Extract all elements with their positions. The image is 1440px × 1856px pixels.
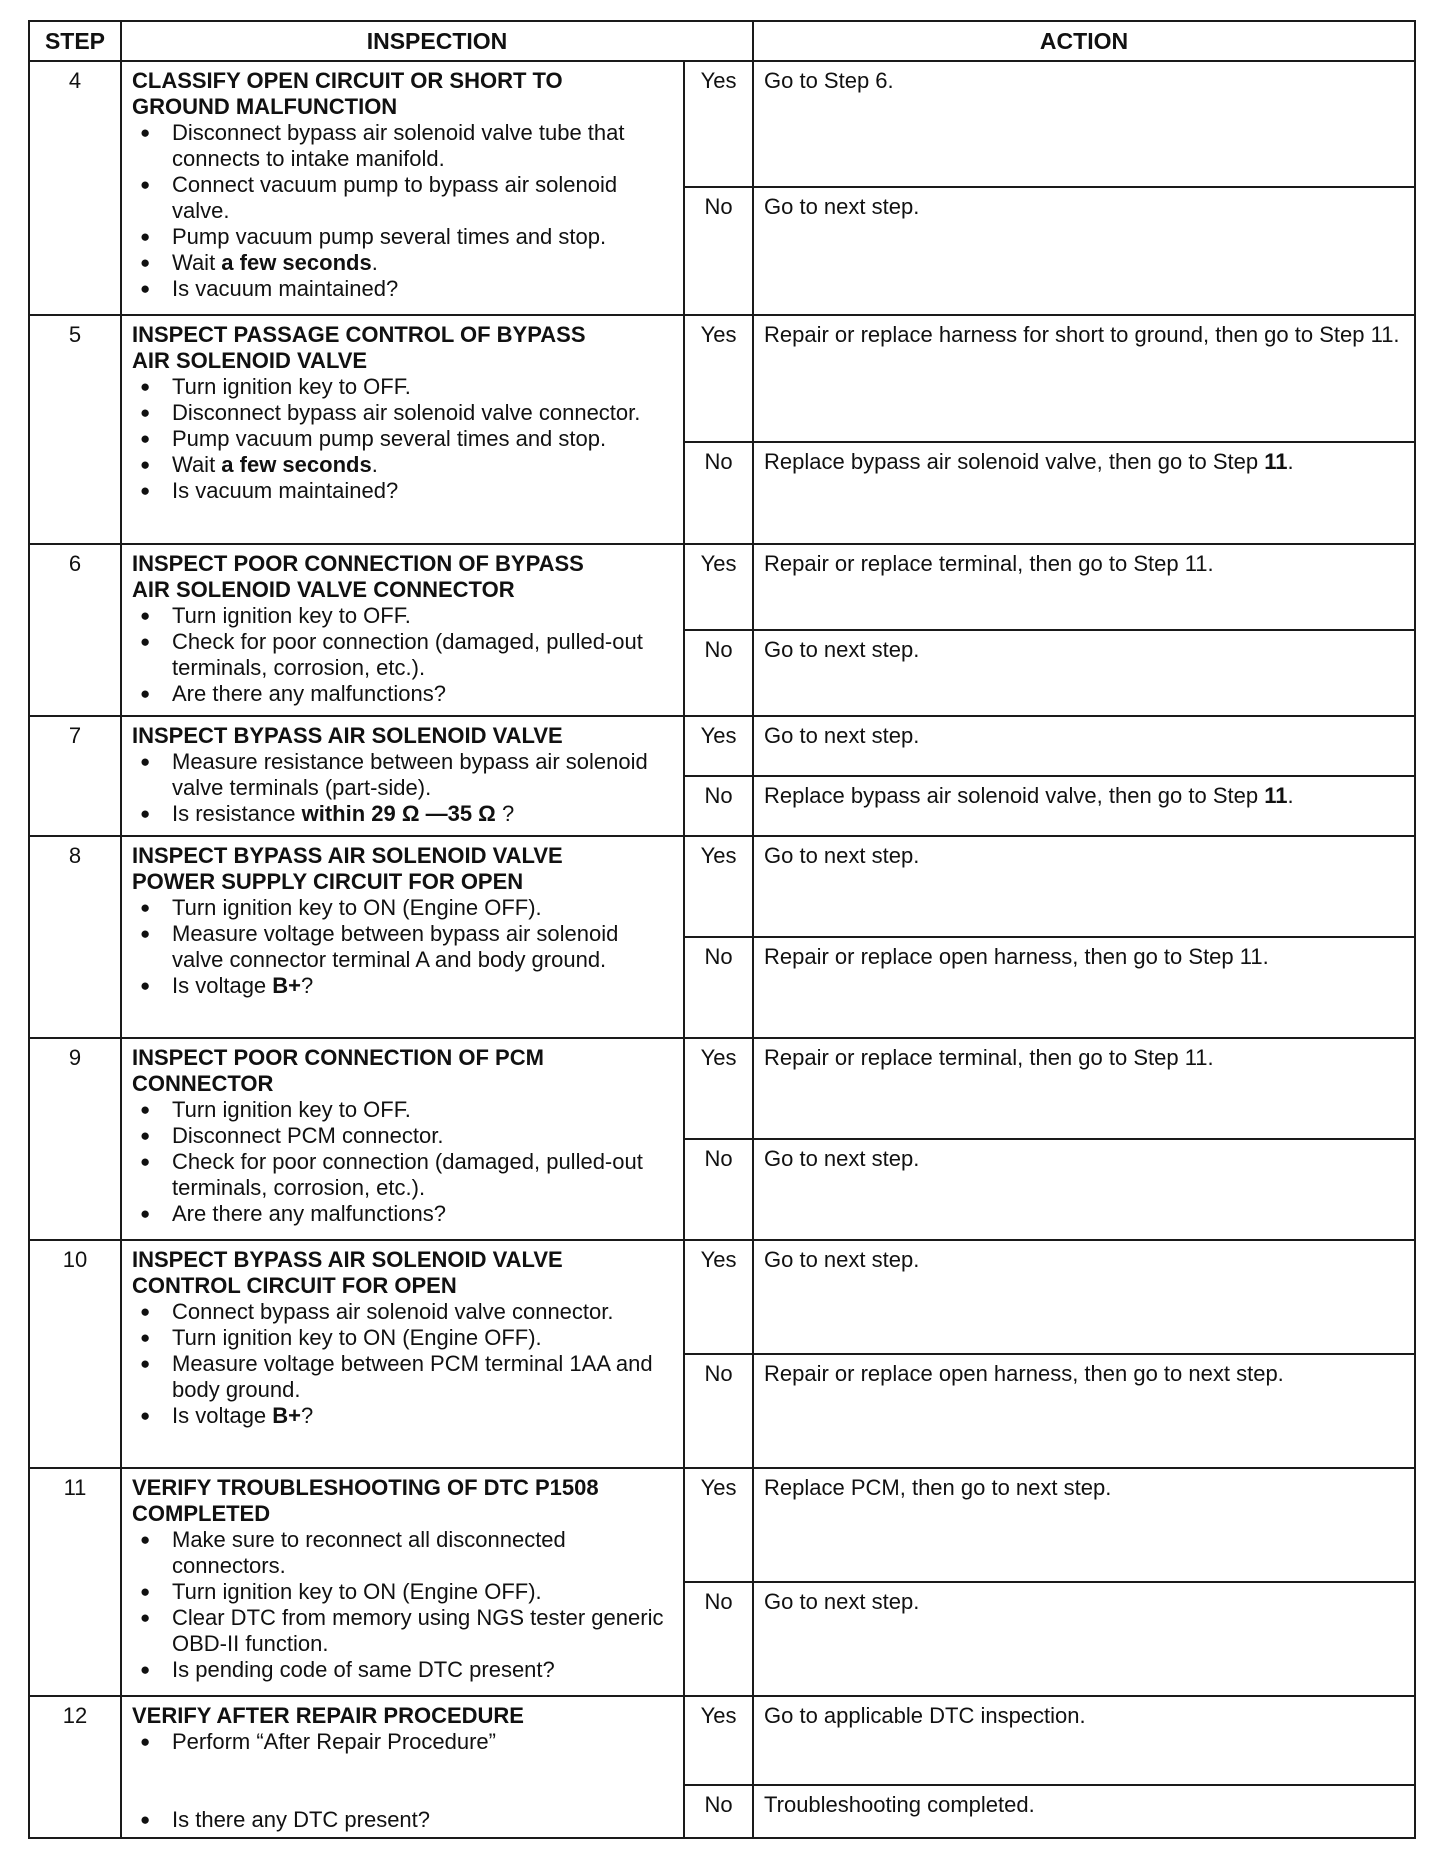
no-label: No — [684, 1582, 753, 1696]
yes-action: Go to Step 6. — [753, 61, 1415, 187]
yes-label: Yes — [684, 544, 753, 630]
inspection-bullet: ● Disconnect bypass air solenoid valve tube that connects to intake manifold. — [132, 120, 673, 172]
header-action: ACTION — [753, 21, 1415, 61]
inspection-bullet: ● Check for poor connection (damaged, pulled-out terminals, corrosion, etc.). — [132, 1149, 673, 1201]
inspection-title — [132, 1045, 673, 1097]
step-row — [29, 1468, 1415, 1582]
troubleshooting-table — [28, 20, 1416, 1839]
inspection-bullet: ● Turn ignition key to ON (Engine OFF). — [132, 1325, 673, 1351]
yes-action: Go to applicable DTC inspection. — [753, 1696, 1415, 1785]
inspection-bullet: ● Is voltage B+? — [132, 973, 673, 999]
yes-action: Repair or replace terminal, then go to Step 11. — [753, 544, 1415, 630]
inspection-title-line: CONNECTOR — [132, 1071, 274, 1096]
inspection-title-line: INSPECT BYPASS AIR SOLENOID VALVE — [132, 843, 563, 868]
yes-label: Yes — [684, 716, 753, 776]
inspection-cell — [121, 716, 684, 836]
inspection-bullet: ● Clear DTC from memory using NGS tester generic OBD-II function. — [132, 1605, 673, 1657]
inspection-title — [132, 843, 673, 895]
inspection-title-line: VERIFY TROUBLESHOOTING OF DTC P1508 — [132, 1475, 599, 1500]
inspection-bullets — [132, 1097, 673, 1227]
yes-label: Yes — [684, 1038, 753, 1139]
inspection-cell — [121, 836, 684, 1038]
inspection-bullet: ● Is vacuum maintained? — [132, 478, 673, 504]
no-action: Replace bypass air solenoid valve, then go to Step 11. — [753, 776, 1415, 836]
inspection-title-line: INSPECT POOR CONNECTION OF BYPASS — [132, 551, 584, 576]
inspection-title — [132, 322, 673, 374]
inspection-cell — [121, 1696, 684, 1838]
step-number: 9 — [29, 1038, 121, 1240]
step-number: 7 — [29, 716, 121, 836]
inspection-cell — [121, 1038, 684, 1240]
step-row — [29, 544, 1415, 630]
inspection-title — [132, 68, 673, 120]
step-number: 8 — [29, 836, 121, 1038]
inspection-cell — [121, 1240, 684, 1468]
step-number: 6 — [29, 544, 121, 716]
no-label: No — [684, 187, 753, 315]
yes-action: Go to next step. — [753, 836, 1415, 937]
inspection-bullet: ● Pump vacuum pump several times and stop. — [132, 426, 673, 452]
inspection-bullets — [132, 1299, 673, 1429]
inspection-title — [132, 551, 673, 603]
inspection-cell — [121, 1468, 684, 1696]
inspection-bullet: ● Is vacuum maintained? — [132, 276, 673, 302]
no-action: Go to next step. — [753, 1582, 1415, 1696]
no-action: Go to next step. — [753, 1139, 1415, 1240]
inspection-bullet: ● Turn ignition key to OFF. — [132, 1097, 673, 1123]
inspection-bullet: ● Turn ignition key to OFF. — [132, 603, 673, 629]
inspection-bullet: ● Measure voltage between bypass air solenoid valve connector terminal A and body ground. — [132, 921, 673, 973]
yes-action: Go to next step. — [753, 716, 1415, 776]
yes-action: Go to next step. — [753, 1240, 1415, 1354]
inspection-title-line: INSPECT PASSAGE CONTROL OF BYPASS — [132, 322, 586, 347]
inspection-cell — [121, 61, 684, 315]
step-row — [29, 1038, 1415, 1139]
inspection-title-line: INSPECT BYPASS AIR SOLENOID VALVE — [132, 723, 563, 748]
yes-label: Yes — [684, 836, 753, 937]
inspection-bullet: ● Measure voltage between PCM terminal 1AA and body ground. — [132, 1351, 673, 1403]
inspection-bullets — [132, 1729, 673, 1833]
step-row — [29, 716, 1415, 776]
no-action: Troubleshooting completed. — [753, 1785, 1415, 1838]
inspection-bullet: ● Make sure to reconnect all disconnected connectors. — [132, 1527, 673, 1579]
inspection-bullet: ● Are there any malfunctions? — [132, 1201, 673, 1227]
inspection-title-line: INSPECT POOR CONNECTION OF PCM — [132, 1045, 544, 1070]
inspection-title-line: GROUND MALFUNCTION — [132, 94, 398, 119]
no-action: Repair or replace open harness, then go to next step. — [753, 1354, 1415, 1468]
step-number: 10 — [29, 1240, 121, 1468]
yes-label: Yes — [684, 1696, 753, 1785]
no-label: No — [684, 630, 753, 716]
step-row — [29, 1696, 1415, 1785]
inspection-bullet: ● Connect bypass air solenoid valve connector. — [132, 1299, 673, 1325]
yes-label: Yes — [684, 315, 753, 442]
inspection-title — [132, 1475, 673, 1527]
yes-action: Repair or replace terminal, then go to Step 11. — [753, 1038, 1415, 1139]
step-number: 11 — [29, 1468, 121, 1696]
inspection-bullets — [132, 1527, 673, 1683]
yes-label: Yes — [684, 1240, 753, 1354]
no-action: Repair or replace open harness, then go to Step 11. — [753, 937, 1415, 1038]
inspection-bullet: ● Disconnect PCM connector. — [132, 1123, 673, 1149]
step-number: 4 — [29, 61, 121, 315]
no-label: No — [684, 1139, 753, 1240]
header-step: STEP — [29, 21, 121, 61]
header-inspection: INSPECTION — [121, 21, 753, 61]
inspection-bullet: ● Is resistance within 29 Ω —35 Ω ? — [132, 801, 673, 827]
inspection-bullet: ● Check for poor connection (damaged, pulled-out terminals, corrosion, etc.). — [132, 629, 673, 681]
inspection-bullets — [132, 120, 673, 302]
header-row — [29, 21, 1415, 61]
step-number: 12 — [29, 1696, 121, 1838]
no-label: No — [684, 1354, 753, 1468]
inspection-bullet: ● Wait a few seconds. — [132, 452, 673, 478]
inspection-bullet: ● Measure resistance between bypass air solenoid valve terminals (part-side). — [132, 749, 673, 801]
step-row — [29, 836, 1415, 937]
no-label: No — [684, 442, 753, 544]
inspection-bullet: ● Pump vacuum pump several times and stop. — [132, 224, 673, 250]
no-action: Go to next step. — [753, 187, 1415, 315]
inspection-bullet: ● Connect vacuum pump to bypass air solenoid valve. — [132, 172, 673, 224]
inspection-bullets — [132, 895, 673, 999]
inspection-title — [132, 723, 673, 749]
inspection-bullets — [132, 374, 673, 504]
inspection-title-line: POWER SUPPLY CIRCUIT FOR OPEN — [132, 869, 524, 894]
inspection-cell — [121, 315, 684, 544]
inspection-title-line: VERIFY AFTER REPAIR PROCEDURE — [132, 1703, 524, 1728]
no-label: No — [684, 1785, 753, 1838]
inspection-title-line: INSPECT BYPASS AIR SOLENOID VALVE — [132, 1247, 563, 1272]
inspection-title — [132, 1703, 673, 1729]
inspection-title-line: CONTROL CIRCUIT FOR OPEN — [132, 1273, 457, 1298]
yes-action: Repair or replace harness for short to ground, then go to Step 11. — [753, 315, 1415, 442]
inspection-bullet: ● Turn ignition key to ON (Engine OFF). — [132, 895, 673, 921]
inspection-title-line: CLASSIFY OPEN CIRCUIT OR SHORT TO — [132, 68, 563, 93]
step-row — [29, 1240, 1415, 1354]
inspection-bullet: ● Is there any DTC present? — [132, 1807, 673, 1833]
inspection-bullet: ● Wait a few seconds. — [132, 250, 673, 276]
no-label: No — [684, 937, 753, 1038]
yes-label: Yes — [684, 61, 753, 187]
inspection-bullet: ● Perform “After Repair Procedure” — [132, 1729, 673, 1755]
inspection-bullet: ● Are there any malfunctions? — [132, 681, 673, 707]
step-number: 5 — [29, 315, 121, 544]
yes-action: Replace PCM, then go to next step. — [753, 1468, 1415, 1582]
inspection-bullet: ● Is voltage B+? — [132, 1403, 673, 1429]
no-action: Replace bypass air solenoid valve, then go to Step 11. — [753, 442, 1415, 544]
inspection-bullet: ● Is pending code of same DTC present? — [132, 1657, 673, 1683]
inspection-title-line: AIR SOLENOID VALVE CONNECTOR — [132, 577, 515, 602]
yes-label: Yes — [684, 1468, 753, 1582]
inspection-title — [132, 1247, 673, 1299]
inspection-bullet: ● Disconnect bypass air solenoid valve connector. — [132, 400, 673, 426]
no-label: No — [684, 776, 753, 836]
inspection-bullet: ● Turn ignition key to OFF. — [132, 374, 673, 400]
inspection-bullets — [132, 603, 673, 707]
inspection-title-line: COMPLETED — [132, 1501, 271, 1526]
no-action: Go to next step. — [753, 630, 1415, 716]
step-row — [29, 315, 1415, 442]
inspection-bullets — [132, 749, 673, 827]
inspection-title-line: AIR SOLENOID VALVE — [132, 348, 368, 373]
step-row — [29, 61, 1415, 187]
inspection-bullet: ● Turn ignition key to ON (Engine OFF). — [132, 1579, 673, 1605]
inspection-cell — [121, 544, 684, 716]
